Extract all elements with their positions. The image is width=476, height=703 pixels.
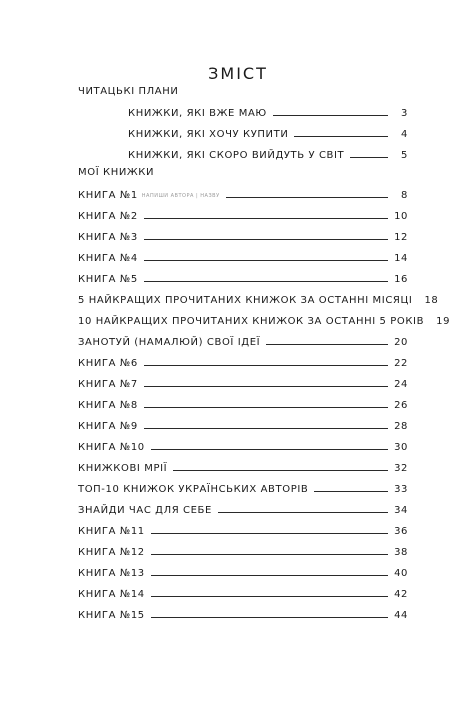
- toc-entry[interactable]: [78, 565, 408, 579]
- toc-entry-label: КНИГА №14: [78, 589, 145, 600]
- leader-line: [294, 136, 388, 137]
- leader-line: [144, 260, 388, 261]
- toc-entry-page: 14: [394, 253, 408, 264]
- leader-line: [151, 617, 388, 618]
- toc-entry-page: 34: [394, 505, 408, 516]
- toc-entry-page: 22: [394, 358, 408, 369]
- toc-entry-page: 32: [394, 463, 408, 474]
- toc-entry[interactable]: [78, 271, 408, 285]
- toc-entry-label: 5 НАЙКРАЩИХ ПРОЧИТАНИХ КНИЖОК ЗА ОСТАННІ МІСЯЦІ: [78, 295, 413, 306]
- toc-entry[interactable]: [78, 250, 408, 264]
- author-title-hint: НАПИШИ АВТОРА | НАЗВУ: [141, 193, 220, 199]
- toc-entry[interactable]: [78, 334, 408, 348]
- toc-entry-page: 28: [394, 421, 408, 432]
- leader-line: [350, 157, 388, 158]
- toc-entry[interactable]: [78, 355, 408, 369]
- leader-line: [173, 470, 388, 471]
- toc-entry[interactable]: [78, 523, 408, 537]
- leader-line: [144, 281, 388, 282]
- toc-entry-page: 20: [394, 337, 408, 348]
- leader-line: [273, 115, 388, 116]
- toc-entry[interactable]: [78, 208, 408, 222]
- toc-entry-label: КНИГА №1: [78, 190, 138, 201]
- toc-entry[interactable]: [128, 105, 408, 119]
- toc-entry-label: КНИГА №10: [78, 442, 145, 453]
- leader-line: [144, 386, 388, 387]
- leader-line: [218, 512, 388, 513]
- toc-entry-page: 33: [394, 484, 408, 495]
- toc-entry-page: 30: [394, 442, 408, 453]
- toc-entry[interactable]: [78, 229, 408, 243]
- leader-line: [144, 428, 388, 429]
- toc-entry[interactable]: [78, 502, 408, 516]
- toc-entry[interactable]: [78, 292, 439, 306]
- leader-line: [144, 407, 388, 408]
- toc-entry[interactable]: [78, 397, 408, 411]
- toc-entry-page: 4: [401, 129, 408, 140]
- toc-entry-label: КНИГА №5: [78, 274, 138, 285]
- toc-entry-page: 24: [394, 379, 408, 390]
- toc-entry-page: 42: [394, 589, 408, 600]
- section-heading-my-books: МОЇ КНИЖКИ: [78, 167, 155, 178]
- toc-entry-page: 26: [394, 400, 408, 411]
- toc-entry-page: 10: [394, 211, 408, 222]
- toc-entry-label: КНИГА №15: [78, 610, 145, 621]
- leader-line: [144, 239, 388, 240]
- toc-entry[interactable]: [78, 439, 408, 453]
- toc-entry-label: ЗНАЙДИ ЧАС ДЛЯ СЕБЕ: [78, 505, 212, 516]
- toc-entry-label: ЗАНОТУЙ (НАМАЛЮЙ) СВОЇ ІДЕЇ: [78, 337, 261, 348]
- toc-entry-label: 10 НАЙКРАЩИХ ПРОЧИТАНИХ КНИЖОК ЗА ОСТАННІ 5 РОКІВ: [78, 316, 425, 327]
- page-title: ЗМІСТ: [208, 64, 268, 83]
- leader-line: [151, 533, 388, 534]
- toc-entry-label: КНИЖКИ, ЯКІ ХОЧУ КУПИТИ: [128, 129, 289, 140]
- toc-entry-page: 36: [394, 526, 408, 537]
- toc-entry[interactable]: [78, 607, 408, 621]
- leader-line: [151, 554, 388, 555]
- leader-line: [266, 344, 388, 345]
- leader-line: [314, 491, 388, 492]
- toc-entry-label: КНИГА №2: [78, 211, 138, 222]
- toc-entry-label: ТОП-10 КНИЖОК УКРАЇНСЬКИХ АВТОРІВ: [78, 484, 309, 495]
- toc-entry[interactable]: [128, 147, 408, 161]
- toc-entry-page: 18: [424, 295, 439, 306]
- toc-entry[interactable]: [78, 418, 408, 432]
- section-heading-reading-plans: ЧИТАЦЬКІ ПЛАНИ: [78, 86, 179, 97]
- toc-entry-page: 12: [394, 232, 408, 243]
- toc-entry-label: КНИЖКОВІ МРІЇ: [78, 463, 168, 474]
- toc-entry-label: КНИГА №7: [78, 379, 138, 390]
- toc-entry-page: 19: [436, 316, 451, 327]
- toc-entry-label: КНИГА №8: [78, 400, 138, 411]
- toc-entry-label: КНИГА №11: [78, 526, 145, 537]
- toc-entry-page: 5: [401, 150, 408, 161]
- toc-entry-label: КНИГА №13: [78, 568, 145, 579]
- toc-entry-label: КНИГА №12: [78, 547, 145, 558]
- toc-entry[interactable]: [78, 481, 408, 495]
- toc-entry-label: КНИЖКИ, ЯКІ СКОРО ВИЙДУТЬ У СВІТ: [128, 150, 345, 161]
- toc-entry-label: КНИГА №9: [78, 421, 138, 432]
- toc-entry-page: 44: [394, 610, 408, 621]
- toc-entry[interactable]: [78, 376, 408, 390]
- toc-entry-page: 40: [394, 568, 408, 579]
- toc-entry-page: 16: [394, 274, 408, 285]
- toc-entry-label: КНИЖКИ, ЯКІ ВЖЕ МАЮ: [128, 108, 267, 119]
- leader-line: [144, 218, 388, 219]
- toc-entry-page: 3: [401, 108, 408, 119]
- leader-line: [144, 365, 388, 366]
- toc-entry-label: КНИГА №3: [78, 232, 138, 243]
- leader-line: [226, 197, 388, 198]
- toc-entry[interactable]: [78, 586, 408, 600]
- leader-line: [151, 596, 388, 597]
- toc-entry-page: 8: [401, 190, 408, 201]
- toc-entry[interactable]: [78, 313, 451, 327]
- toc-entry-label: КНИГА №6: [78, 358, 138, 369]
- toc-entry-page: 38: [394, 547, 408, 558]
- leader-line: [151, 575, 388, 576]
- toc-entry[interactable]: [128, 126, 408, 140]
- toc-entry[interactable]: [78, 544, 408, 558]
- toc-entry-label: КНИГА №4: [78, 253, 138, 264]
- toc-entry[interactable]: [78, 187, 408, 201]
- toc-entry[interactable]: [78, 460, 408, 474]
- leader-line: [151, 449, 388, 450]
